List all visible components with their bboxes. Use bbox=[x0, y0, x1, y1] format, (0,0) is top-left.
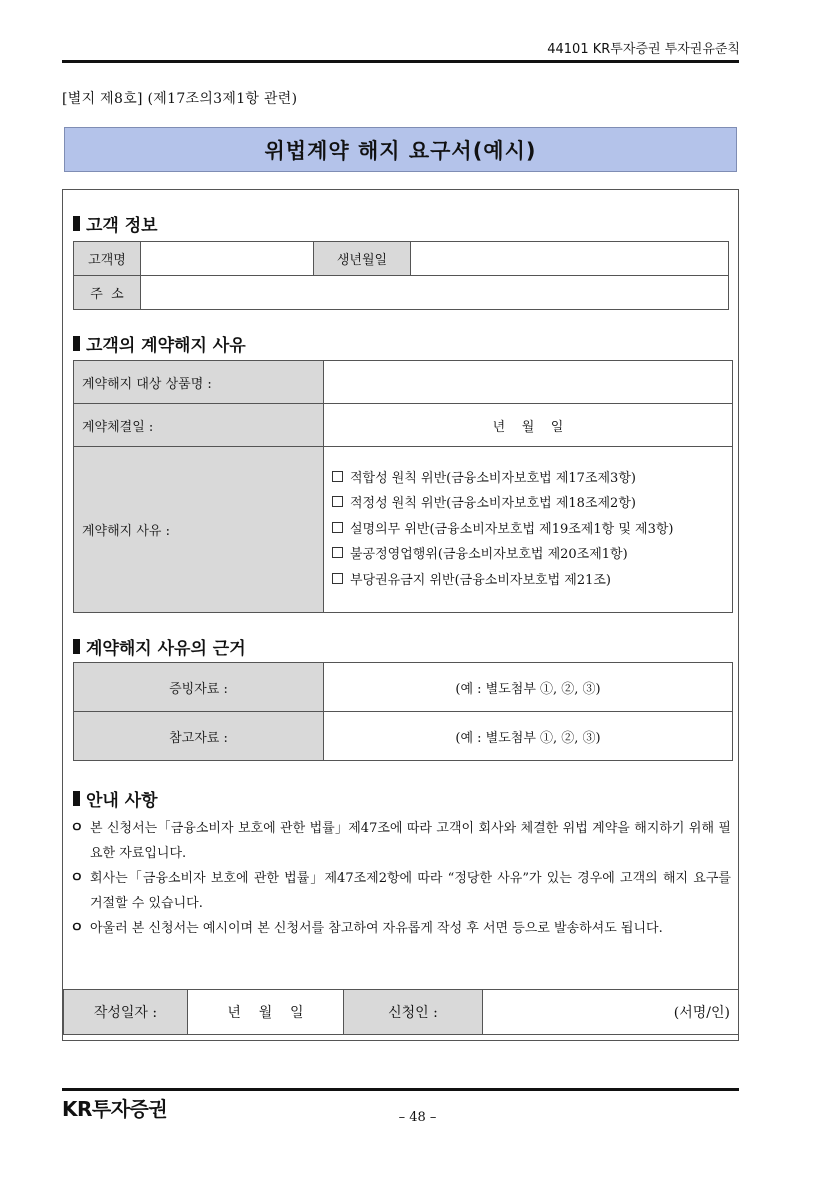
written-date-field[interactable]: 년 월 일 bbox=[188, 990, 344, 1035]
list-item bbox=[70, 916, 731, 941]
bullet-icon: ㅇ bbox=[70, 820, 84, 836]
reason-option[interactable] bbox=[332, 466, 724, 492]
evidence-field[interactable]: (예 : 별도첨부 ①, ②, ③) bbox=[324, 663, 733, 712]
checkbox-icon[interactable] bbox=[332, 573, 343, 584]
customer-name-label: 고객명 bbox=[74, 242, 141, 276]
checkbox-icon[interactable] bbox=[332, 522, 343, 533]
table-row bbox=[74, 361, 733, 404]
header-rule bbox=[62, 60, 739, 63]
bullet-icon: ㅇ bbox=[70, 870, 84, 886]
reason-option-label: 설명의무 위반(금융소비자보호법 제19조제1항 및 제3항) bbox=[350, 521, 674, 537]
footer-rule bbox=[62, 1088, 739, 1091]
signature-table bbox=[63, 989, 739, 1035]
checkbox-icon[interactable] bbox=[332, 547, 343, 558]
table-row bbox=[74, 276, 729, 310]
table-row bbox=[74, 663, 733, 712]
section-title: 고객의 계약해지 사유 bbox=[86, 336, 246, 356]
list-item bbox=[70, 816, 731, 866]
table-row bbox=[74, 404, 733, 447]
address-field[interactable] bbox=[141, 276, 729, 310]
notice-text: 회사는「금융소비자 보호에 관한 법률」제47조제2항에 따라 “정당한 사유”가 있는 경우에 고객의 해지 요구를 거절할 수 있습니다. bbox=[90, 871, 731, 911]
section-customer-info bbox=[73, 211, 158, 236]
reason-option-label: 적합성 원칙 위반(금융소비자보호법 제17조제3항) bbox=[350, 470, 636, 486]
section-marker-icon bbox=[73, 639, 80, 654]
table-row bbox=[64, 990, 739, 1035]
notice-list bbox=[70, 816, 731, 941]
table-row bbox=[74, 712, 733, 761]
section-title: 안내 사항 bbox=[86, 791, 158, 811]
document-code-header: 44101 KR투자증권 투자권유준칙 bbox=[547, 42, 740, 57]
reason-label: 계약해지 사유 : bbox=[74, 447, 324, 613]
reason-option[interactable] bbox=[332, 542, 724, 568]
section-marker-icon bbox=[73, 336, 80, 351]
written-date-label: 작성일자 : bbox=[64, 990, 188, 1035]
section-marker-icon bbox=[73, 216, 80, 231]
customer-info-table bbox=[73, 241, 729, 310]
bullet-icon: ㅇ bbox=[70, 920, 84, 936]
company-logo: KR투자증권 bbox=[62, 1097, 168, 1121]
notice-text: 아울러 본 신청서는 예시이며 본 신청서를 참고하여 자유롭게 작성 후 서면 등으로 발송하셔도 됩니다. bbox=[90, 921, 663, 936]
product-name-field[interactable] bbox=[324, 361, 733, 404]
list-item bbox=[70, 866, 731, 916]
reason-option-label: 부당권유금지 위반(금융소비자보호법 제21조) bbox=[350, 572, 611, 588]
contract-date-label: 계약체결일 : bbox=[74, 404, 324, 447]
section-title: 계약해지 사유의 근거 bbox=[86, 639, 246, 659]
reference-field[interactable]: (예 : 별도첨부 ①, ②, ③) bbox=[324, 712, 733, 761]
table-row bbox=[74, 447, 733, 613]
form-reference: [별지 제8호] (제17조의3제1항 관련) bbox=[62, 91, 298, 107]
birth-date-label: 생년월일 bbox=[314, 242, 411, 276]
product-name-label: 계약해지 대상 상품명 : bbox=[74, 361, 324, 404]
form-title-banner bbox=[64, 127, 737, 172]
section-notice bbox=[73, 786, 158, 811]
section-termination-basis bbox=[73, 634, 246, 659]
page-number: – 48 – bbox=[398, 1110, 437, 1125]
address-label: 주 소 bbox=[74, 276, 141, 310]
table-row bbox=[74, 242, 729, 276]
reason-option[interactable] bbox=[332, 491, 724, 517]
reason-option-label: 적정성 원칙 위반(금융소비자보호법 제18조제2항) bbox=[350, 496, 636, 512]
contract-date-field[interactable]: 년 월 일 bbox=[324, 404, 733, 447]
reason-option-label: 불공정영업행위(금융소비자보호법 제20조제1항) bbox=[350, 547, 628, 563]
applicant-signature-field[interactable]: (서명/인) bbox=[483, 990, 739, 1035]
section-termination-reason bbox=[73, 331, 246, 356]
reason-option[interactable] bbox=[332, 517, 724, 543]
evidence-label: 증빙자료 : bbox=[74, 663, 324, 712]
section-marker-icon bbox=[73, 791, 80, 806]
checkbox-icon[interactable] bbox=[332, 496, 343, 507]
section-title: 고객 정보 bbox=[86, 216, 158, 236]
termination-reason-table bbox=[73, 360, 733, 613]
birth-date-field[interactable] bbox=[411, 242, 729, 276]
checkbox-icon[interactable] bbox=[332, 471, 343, 482]
reason-option[interactable] bbox=[332, 568, 724, 594]
reason-options bbox=[324, 447, 733, 613]
customer-name-field[interactable] bbox=[141, 242, 314, 276]
basis-table bbox=[73, 662, 733, 761]
reference-label: 참고자료 : bbox=[74, 712, 324, 761]
notice-text: 본 신청서는「금융소비자 보호에 관한 법률」제47조에 따라 고객이 회사와 체결한 위법 계약을 해지하기 위해 필요한 자료입니다. bbox=[90, 821, 731, 861]
form-title: 위법계약 해지 요구서(예시) bbox=[264, 138, 537, 163]
applicant-label: 신청인 : bbox=[344, 990, 483, 1035]
